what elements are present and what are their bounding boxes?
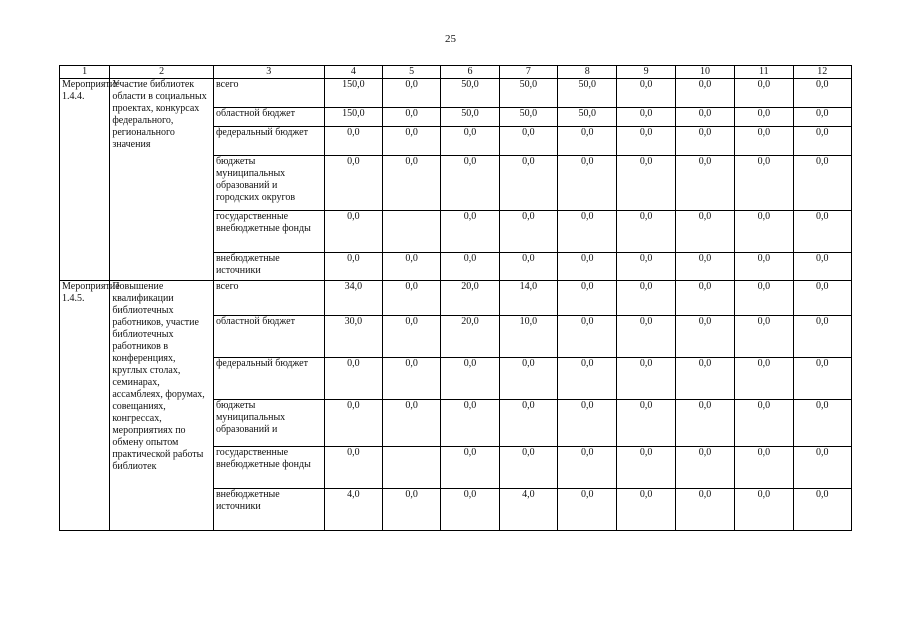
value-cell-col-11: 0,0 [735, 156, 793, 211]
value-cell-col-6: 20,0 [441, 281, 499, 316]
value-cell-col-9: 0,0 [617, 447, 675, 489]
value-cell-col-5 [383, 447, 441, 489]
column-header-8: 8 [558, 66, 617, 79]
value-cell-col-9: 0,0 [617, 127, 675, 156]
value-cell-col-7: 4,0 [499, 489, 557, 531]
value-cell-col-4: 150,0 [324, 79, 382, 108]
funding-source: внебюджетные источники [213, 489, 324, 531]
value-cell-col-8: 0,0 [558, 489, 617, 531]
table-row [60, 79, 852, 108]
value-cell-col-8: 0,0 [558, 127, 617, 156]
value-cell-col-5: 0,0 [383, 316, 441, 358]
value-cell-col-4: 150,0 [324, 108, 382, 127]
value-cell-col-11: 0,0 [735, 79, 793, 108]
value-cell-col-8: 0,0 [558, 211, 617, 253]
funding-source: бюджеты муниципальных образований и городских округов [213, 156, 324, 211]
value-cell-col-11: 0,0 [735, 253, 793, 281]
value-cell-col-12: 0,0 [793, 400, 851, 447]
funding-source: областной бюджет [213, 316, 324, 358]
value-cell-col-7: 0,0 [499, 447, 557, 489]
value-cell-col-10: 0,0 [675, 489, 734, 531]
funding-source: государственные внебюджетные фонды [213, 211, 324, 253]
value-cell-col-7: 0,0 [499, 156, 557, 211]
value-cell-col-12: 0,0 [793, 108, 851, 127]
value-cell-col-10: 0,0 [675, 281, 734, 316]
value-cell-col-8: 50,0 [558, 79, 617, 108]
value-cell-col-4: 0,0 [324, 400, 382, 447]
funding-source: бюджеты муниципальных образований и [213, 400, 324, 447]
value-cell-col-7: 10,0 [499, 316, 557, 358]
column-header-4: 4 [324, 66, 382, 79]
column-header-5: 5 [383, 66, 441, 79]
value-cell-col-10: 0,0 [675, 79, 734, 108]
value-cell-col-10: 0,0 [675, 253, 734, 281]
activity-title: Повышение квалификации библиотечных работников, участие библиотечных работников в конференциях, круглых столах, семинарах, ассамблеях, форумах, совещаниях, конгрессах, мероприятиях по обмену опытом практической работы библиотек [110, 281, 214, 531]
value-cell-col-12: 0,0 [793, 127, 851, 156]
value-cell-col-5: 0,0 [383, 400, 441, 447]
value-cell-col-12: 0,0 [793, 156, 851, 211]
value-cell-col-12: 0,0 [793, 253, 851, 281]
table-row [60, 281, 852, 316]
funding-source: федеральный бюджет [213, 358, 324, 400]
value-cell-col-4: 34,0 [324, 281, 382, 316]
column-header-1: 1 [60, 66, 110, 79]
funding-source: областной бюджет [213, 108, 324, 127]
value-cell-col-5: 0,0 [383, 253, 441, 281]
value-cell-col-12: 0,0 [793, 489, 851, 531]
value-cell-col-6: 50,0 [441, 79, 499, 108]
value-cell-col-5: 0,0 [383, 156, 441, 211]
value-cell-col-11: 0,0 [735, 358, 793, 400]
value-cell-col-9: 0,0 [617, 156, 675, 211]
funding-source: всего [213, 281, 324, 316]
column-header-6: 6 [441, 66, 499, 79]
funding-source: государственные внебюджетные фонды [213, 447, 324, 489]
value-cell-col-4: 0,0 [324, 358, 382, 400]
value-cell-col-11: 0,0 [735, 108, 793, 127]
value-cell-col-4: 0,0 [324, 156, 382, 211]
value-cell-col-5: 0,0 [383, 489, 441, 531]
value-cell-col-8: 0,0 [558, 281, 617, 316]
value-cell-col-6: 20,0 [441, 316, 499, 358]
value-cell-col-11: 0,0 [735, 211, 793, 253]
value-cell-col-5: 0,0 [383, 281, 441, 316]
value-cell-col-4: 0,0 [324, 447, 382, 489]
budget-table [59, 65, 852, 531]
value-cell-col-6: 0,0 [441, 400, 499, 447]
value-cell-col-10: 0,0 [675, 358, 734, 400]
value-cell-col-7: 50,0 [499, 108, 557, 127]
table-header-row [60, 66, 852, 79]
column-header-12: 12 [793, 66, 851, 79]
value-cell-col-6: 0,0 [441, 127, 499, 156]
value-cell-col-9: 0,0 [617, 108, 675, 127]
value-cell-col-7: 0,0 [499, 358, 557, 400]
value-cell-col-7: 0,0 [499, 253, 557, 281]
value-cell-col-11: 0,0 [735, 489, 793, 531]
value-cell-col-8: 0,0 [558, 156, 617, 211]
funding-source: всего [213, 79, 324, 108]
value-cell-col-4: 0,0 [324, 253, 382, 281]
value-cell-col-9: 0,0 [617, 253, 675, 281]
column-header-3: 3 [213, 66, 324, 79]
value-cell-col-6: 0,0 [441, 156, 499, 211]
value-cell-col-12: 0,0 [793, 281, 851, 316]
value-cell-col-12: 0,0 [793, 211, 851, 253]
value-cell-col-9: 0,0 [617, 489, 675, 531]
column-header-9: 9 [617, 66, 675, 79]
value-cell-col-6: 0,0 [441, 358, 499, 400]
value-cell-col-10: 0,0 [675, 447, 734, 489]
activity-code: Мероприятие 1.4.5. [60, 281, 110, 531]
value-cell-col-11: 0,0 [735, 400, 793, 447]
value-cell-col-4: 0,0 [324, 211, 382, 253]
column-header-7: 7 [499, 66, 557, 79]
value-cell-col-5: 0,0 [383, 108, 441, 127]
value-cell-col-6: 0,0 [441, 211, 499, 253]
value-cell-col-9: 0,0 [617, 79, 675, 108]
value-cell-col-12: 0,0 [793, 79, 851, 108]
funding-source: внебюджетные источники [213, 253, 324, 281]
value-cell-col-8: 0,0 [558, 358, 617, 400]
value-cell-col-11: 0,0 [735, 447, 793, 489]
value-cell-col-7: 0,0 [499, 211, 557, 253]
value-cell-col-12: 0,0 [793, 447, 851, 489]
value-cell-col-11: 0,0 [735, 281, 793, 316]
value-cell-col-8: 0,0 [558, 400, 617, 447]
value-cell-col-7: 50,0 [499, 79, 557, 108]
value-cell-col-8: 50,0 [558, 108, 617, 127]
value-cell-col-4: 4,0 [324, 489, 382, 531]
value-cell-col-11: 0,0 [735, 127, 793, 156]
value-cell-col-6: 0,0 [441, 253, 499, 281]
value-cell-col-10: 0,0 [675, 316, 734, 358]
value-cell-col-10: 0,0 [675, 156, 734, 211]
value-cell-col-12: 0,0 [793, 316, 851, 358]
value-cell-col-5 [383, 211, 441, 253]
value-cell-col-8: 0,0 [558, 316, 617, 358]
value-cell-col-7: 0,0 [499, 400, 557, 447]
value-cell-col-11: 0,0 [735, 316, 793, 358]
value-cell-col-8: 0,0 [558, 253, 617, 281]
value-cell-col-10: 0,0 [675, 127, 734, 156]
column-header-11: 11 [735, 66, 793, 79]
value-cell-col-7: 0,0 [499, 127, 557, 156]
page-number: 25 [445, 33, 456, 45]
column-header-2: 2 [110, 66, 214, 79]
value-cell-col-9: 0,0 [617, 211, 675, 253]
value-cell-col-10: 0,0 [675, 211, 734, 253]
value-cell-col-8: 0,0 [558, 447, 617, 489]
value-cell-col-12: 0,0 [793, 358, 851, 400]
value-cell-col-6: 0,0 [441, 489, 499, 531]
column-header-10: 10 [675, 66, 734, 79]
value-cell-col-9: 0,0 [617, 281, 675, 316]
value-cell-col-6: 0,0 [441, 447, 499, 489]
value-cell-col-9: 0,0 [617, 358, 675, 400]
value-cell-col-9: 0,0 [617, 400, 675, 447]
value-cell-col-5: 0,0 [383, 127, 441, 156]
value-cell-col-10: 0,0 [675, 108, 734, 127]
value-cell-col-4: 0,0 [324, 127, 382, 156]
activity-code: Мероприятие 1.4.4. [60, 79, 110, 281]
value-cell-col-4: 30,0 [324, 316, 382, 358]
value-cell-col-6: 50,0 [441, 108, 499, 127]
funding-source: федеральный бюджет [213, 127, 324, 156]
value-cell-col-7: 14,0 [499, 281, 557, 316]
value-cell-col-10: 0,0 [675, 400, 734, 447]
value-cell-col-9: 0,0 [617, 316, 675, 358]
value-cell-col-5: 0,0 [383, 79, 441, 108]
activity-title: Участие библиотек области в социальных проектах, конкурсах федерального, регионального значения [110, 79, 214, 281]
value-cell-col-5: 0,0 [383, 358, 441, 400]
